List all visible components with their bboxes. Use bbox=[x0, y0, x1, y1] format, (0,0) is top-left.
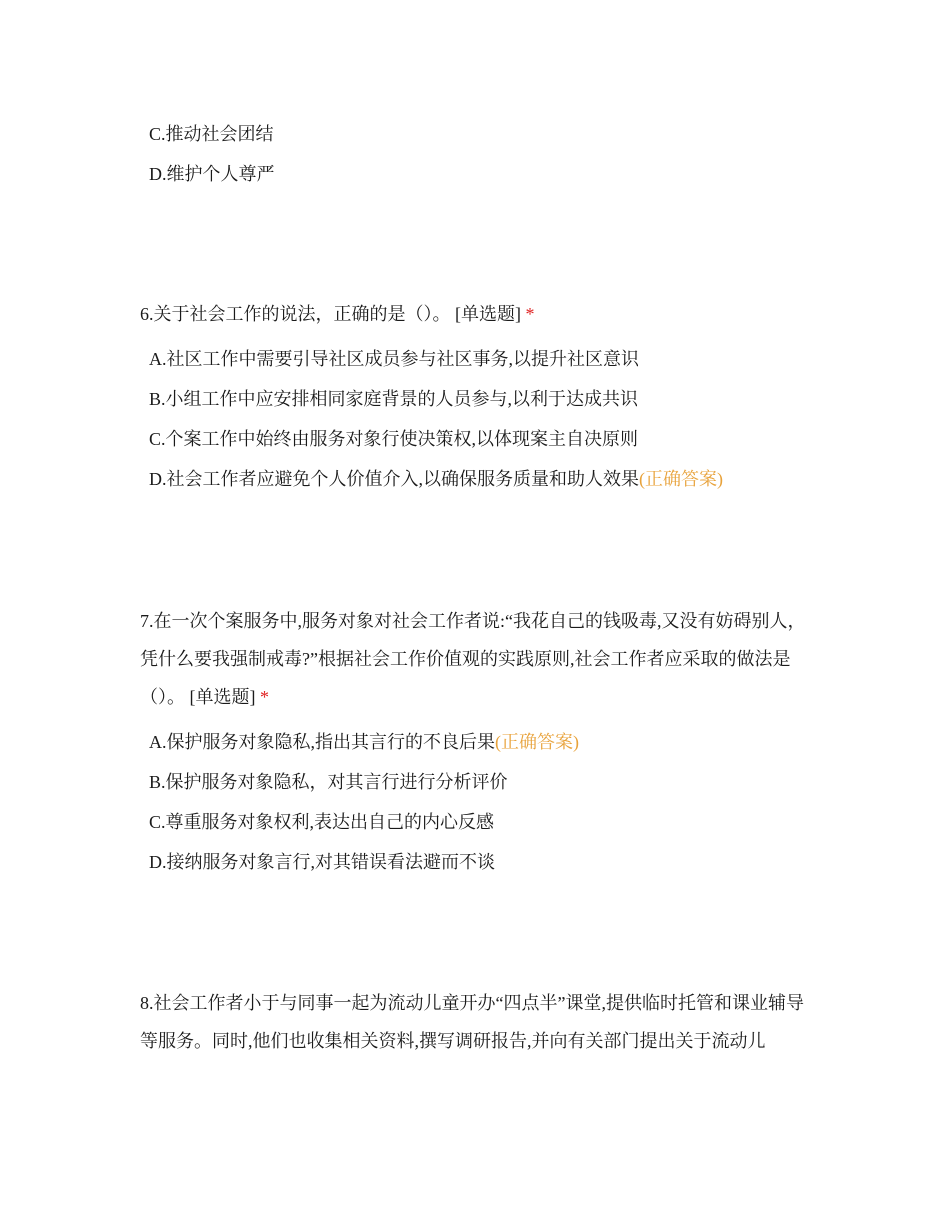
question-text: 8.社会工作者小于与同事一起为流动儿童开办“四点半”课堂,提供临时托管和课业辅导等服务。同时,他们也收集相关资料,撰写调研报告,并向有关部门提出关于流动儿 bbox=[140, 993, 804, 1051]
question-type-tag: [单选题] bbox=[189, 687, 256, 707]
option-label: C.尊重服务对象权利,表达出自己的内心反感 bbox=[149, 812, 495, 832]
question-text: 7.在一次个案服务中,服务对象对社会工作者说:“我花自己的钱吸毒,又没有妨碍别人，凭什么要我强制戒毒?”根据社会工作价值观的实践原则,社会工作者应采取的做法是（）。 bbox=[140, 611, 806, 707]
option-label: A.社区工作中需要引导社区成员参与社区事务,以提升社区意识 bbox=[149, 349, 639, 369]
question-title bbox=[140, 295, 820, 333]
option-label: B.小组工作中应安排相同家庭背景的人员参与,以利于达成共识 bbox=[149, 389, 639, 409]
option-b[interactable] bbox=[140, 762, 820, 802]
option-label: D.社会工作者应避免个人价值介入,以确保服务质量和助人效果 bbox=[149, 469, 639, 489]
required-mark: * bbox=[260, 687, 269, 707]
correct-answer-note: (正确答案) bbox=[639, 469, 723, 489]
option-c[interactable] bbox=[140, 419, 820, 459]
option-d[interactable] bbox=[140, 842, 820, 882]
option-c[interactable] bbox=[140, 802, 820, 842]
option-label: C.推动社会团结 bbox=[149, 124, 274, 144]
correct-answer-note: (正确答案) bbox=[495, 732, 579, 752]
required-mark: * bbox=[525, 304, 535, 324]
question-6 bbox=[140, 295, 820, 499]
question-text: 6.关于社会工作的说法，正确的是（）。 bbox=[140, 304, 451, 324]
option-d[interactable] bbox=[140, 459, 820, 499]
option-label: D.维护个人尊严 bbox=[149, 164, 275, 184]
option-a[interactable] bbox=[140, 722, 820, 762]
option-a[interactable] bbox=[140, 339, 820, 379]
option-b[interactable] bbox=[140, 379, 820, 419]
question-8 bbox=[140, 984, 820, 1060]
question-title bbox=[140, 602, 820, 716]
prev-question-options bbox=[140, 114, 820, 194]
option-label: D.接纳服务对象言行,对其错误看法避而不谈 bbox=[149, 852, 495, 872]
option-d[interactable] bbox=[140, 154, 820, 194]
question-7 bbox=[140, 602, 820, 882]
option-label: B.保护服务对象隐私，对其言行进行分析评价 bbox=[149, 772, 508, 792]
question-title bbox=[140, 984, 820, 1060]
option-label: A.保护服务对象隐私,指出其言行的不良后果 bbox=[149, 732, 495, 752]
question-type-tag: [单选题] bbox=[455, 304, 521, 324]
option-label: C.个案工作中始终由服务对象行使决策权,以体现案主自决原则 bbox=[149, 429, 639, 449]
option-c[interactable] bbox=[140, 114, 820, 154]
